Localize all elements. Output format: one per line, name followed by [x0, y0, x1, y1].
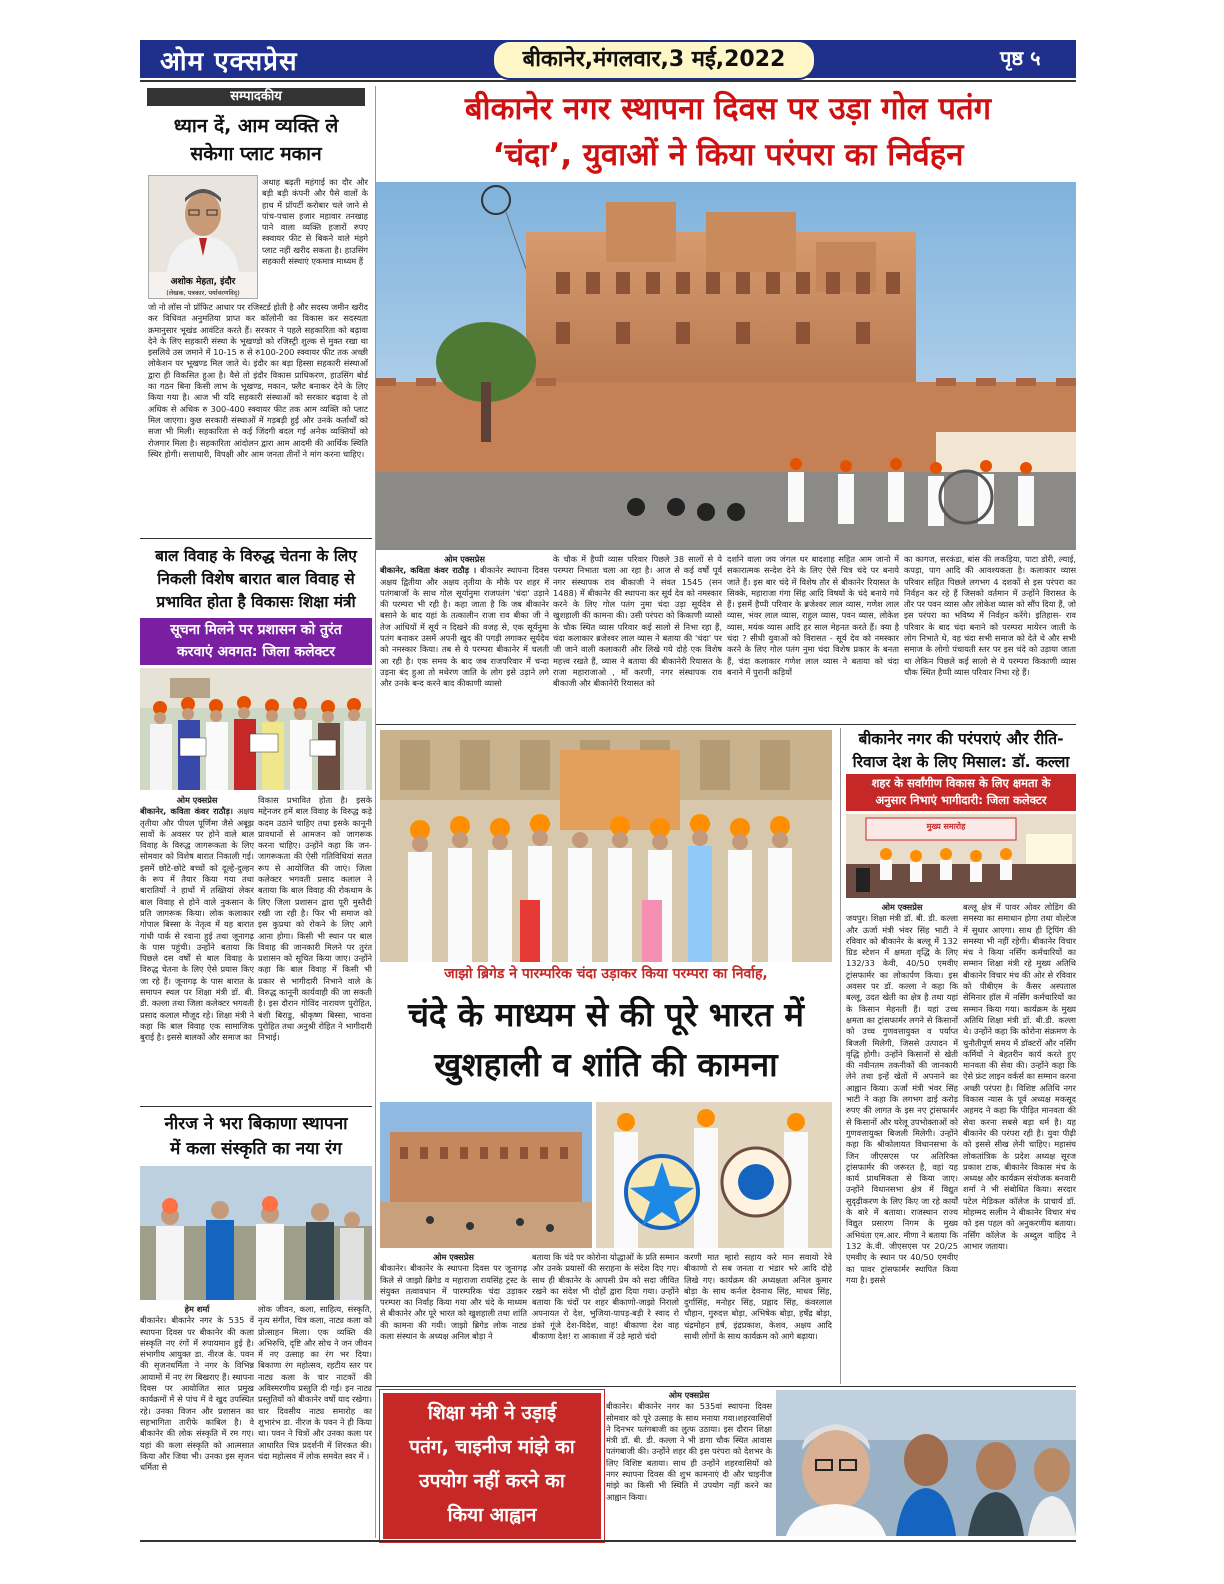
child-marriage-headline: [140, 545, 372, 614]
headline-line: उपयोग नहीं करने का: [419, 1470, 565, 1492]
kalla-event-photo: [846, 814, 1076, 898]
paper-name: ओम एक्सप्रेस: [160, 47, 298, 77]
dateline-text: बीकानेर, कविता कंवर राठौड़।: [140, 806, 234, 817]
fort-courtyard-photo: [380, 1102, 592, 1248]
headline-line: में कला संस्कृति का नया रंग: [170, 1139, 342, 1159]
editorial-title-line: ध्यान दें, आम व्यक्ति ले: [173, 115, 339, 137]
band-line: सूचना मिलने पर प्रशासन को तुरंत: [170, 622, 342, 638]
editorial-title-line: सकेगा प्लाट मकान: [190, 143, 322, 165]
author-name: अशोक मेहता, इंदौर: [170, 277, 236, 287]
section-divider: [140, 538, 372, 539]
neeraj-col1: [140, 1304, 254, 1534]
neeraj-photo: [140, 1166, 372, 1300]
page-bottom-rule: [140, 1540, 1076, 1542]
byline: हेम शर्मा: [184, 1304, 210, 1314]
kite-minister-headline-box: [380, 1390, 604, 1542]
chanda-kites-photo: [596, 1102, 832, 1248]
masthead-rule: [140, 80, 1076, 82]
headline-line: निकली विशेष बारात बाल विवाह से: [157, 570, 355, 588]
main-story-col4: का कागज, सरकंडा, बांस की लकड़िया, पाटा डोरी, ल्याई, कपड़ा, पाग आदि की आवश्यकता है। कलाकार व्यास परिवार सहित पिछले लगभग 4 दशकों से इस परंपरा का निर्वहन कर रहे हैं जिसको वर्तमान में उन्होंने विरासत के तौर पर पवन व्यास और लोकेश व्यास को सौंप दिया हैं, जो इस परंपरा का भविष्य में निर्वहन करेंगे। इतिहास- राव परिवार के बाद चंदा बनाने को परम्परा मायेरन जाती के लोग निभाते थे, वह चंदा सभी समाज को देते थे और सभी समाज के लोगो पंचायती स्तर पर इस चंदे को उड़ाया जाता था लेकिन पिछले कई सालो से ये परम्परा किकाणी व्यास चौक स्थित हैप्पी व्यास परिवार निभा रहे हैं।: [904, 554, 1076, 677]
band-line: अनुसार निभाएं भागीदारी: जिला कलेक्टर: [875, 793, 1047, 807]
headline-line: ‘चंदा’, युवाओं ने किया परंपरा का निर्वहन: [492, 137, 964, 173]
article-text: जयपुर। शिक्षा मंत्री डॉ. बी. डी. कल्ला और ऊर्जा मंत्री भंवर सिंह भाटी ने रविवार को बीकानेर के बल्लू में 132 ग्रिड स्टेशन में क्षमता वृद्धि के लिए 132/33 केवी, 40/50 एमवीए ट्रांसफार्मर का लोकार्पण किया। इस अवसर पर डॉ. कल्ला ने कहा कि बल्लू, उदत खेती का क्षेत्र है तथा यहां के किसान मेहनती हैं। यहां उच्च क्षमता का ट्रांसफार्मर लगने से किसानों को उच्च गुणवत्तायुक्त व पर्याप्त बिजली मिलेगी, जिससे उत्पादन में वृद्धि होगी। उन्होंने किसानों से खेती की नवीनतम तकनीकों की जानकारी लेने तथा इन्हें खेतों में अपनाने का आह्वान किया। ऊर्जा मंत्री भंवर सिंह भाटी ने कहा कि लगभग ढाई करोड़ रुपए की लागत के इस नए ट्रांसफार्मर से किसानों और घरेलू उपभोक्ताओं को गुणवत्तायुक्त बिजली मिलेगी। उन्होंने कहा कि श्रीकोलायत विधानसभा के जिन जीएसएस पर अतिरिक्त ट्रांसफार्मर की जरूरत है, वहां यह कार्य प्राथमिकता से किया जाए। उन्होंने विधानसभा क्षेत्र में विद्युत सुदृढ़ीकरण के लिए किए जा रहे कार्यों के बारे में बताया। राजस्थान राज्य विद्युत प्रसारण निगम के मुख्य अभियंता एम.आर. मीणा ने बताया कि 132 के.वी. जीएसएस पर 20/25 एमवीए के स्थान पर 40/50 एमवीए का पावर ट्रांसफार्मर स्थापित किया गया है। इससे: [846, 913, 958, 1285]
author-role: (लेखक, पत्रकार, पर्यावरणविद्): [166, 289, 240, 297]
main-story-col3: दर्शाने वाला जय जंगल धर बादशाह सहित आम जानो में सकारात्मक सन्देश देने के लिए ऐसे चित्र चंदे पर बनाये जाते हैं। इस बार चंदे में विशेष तौर से बीकानेर रियासत के सिक्के, महाराजा गंगा सिंह आदि विषयों के चंदे बनाये गये हैं। इसमें हैप्पी परिवार के ब्रजेश्वर लाल व्यास, गणेश लाल व्यास, भंवर लाल व्यास, राहुल व्यास, पवन व्यास, लोकेश व्यास, मयंक व्यास आदि हर साल मेहनत करते हैं। क्या है चंदा ? सीधी युवाओं को विरासत - सूर्य देव को नमस्कार करने के लिए गोल पतंग नुमा चंदा विशेष प्रकार के बनता हैं, चंदा कलाकार गणेश लाल व्यास ने बताया को चंदा बनाने में पुरानी कड़ियों: [727, 554, 899, 677]
section-divider: [376, 1386, 1076, 1387]
headline-line: पतंग, चाइनीज मांझे का: [409, 1436, 575, 1458]
child-marriage-photo: [140, 668, 372, 790]
byline: ओम एक्सप्रेस: [433, 1252, 474, 1262]
article-text: बीकानेर। बीकानेर नगर का 535वां स्थापना दिवस सोमवार को पूरे उत्साह के साथ मनाया गया।शहरवासियों ने दिनभर पतंगबाजी का लुत्फ उठाया। इस दौरान शिक्षा मंत्री डॉ. बी. डी. कल्ला ने भी डागा चौक स्थित आवास पतंगबाजी की। उन्होंने शहर की इस परंपरा को देशभर के लिए विशिष्ट बताया। साथ ही उन्होंने शहरवासियों को नगर स्थापना दिवस की शुभ कामनाएं दी और चाइनीज मांझे का किसी भी स्थिति में उपयोग नहीं करने का आह्वान किया।: [606, 1401, 772, 1502]
headline-line: चंदे के माध्यम से की पूरे भारत में: [407, 995, 805, 1034]
dateline-text: बीकानेर, कविता कंवर राठौड़ ।: [380, 565, 477, 576]
article-text: अक्षय तृतीया और पीपल पूर्णिमा जैसे अबूझ सावों के अवसर पर होने वाले बाल विवाह के विरुद्ध जागरूकता के लिए सोमवार को विशेष बारात निकाली गई। इसमें छोटे-छोटे बच्चों को दूल्हे-दुल्हन के रूप में तैयार किया गया तथा बारातियों ने हाथों में तख्तियां लेकर बाल विवाह से होने वाले नुकसान के प्रति जागरूक किया। लोक कलाकार गोपाल बिस्सा के नेतृत्व में यह बारात गांधी पार्क से रवाना हुई तथा जूनागढ़ के पास पहुंची। उन्होंने बताया कि पिछले दस वर्षों से बाल विवाह के विरुद्ध चेतना के लिए ऐसे प्रयास किए जा रहे हैं। जूनागढ़ के पास बारात के समापन स्थल पर शिक्षा मंत्री डॉ. बी. डी. कल्ला तथा जिला कलेक्टर भगवती प्रसाद कलाल मौजूद रहे। शिक्षा मंत्री ने कहा कि बाल विवाह एक सामाजिक बुराई है। इससे बालकों और समाज का: [140, 806, 254, 1043]
kite-minister-body: [606, 1390, 772, 1536]
photo-banner-text: मुख्य समारोह: [926, 822, 966, 831]
jhajho-group-photo: [380, 730, 832, 962]
page-number: पृष्ठ ५: [1000, 46, 1041, 70]
band-line: शहर के सर्वांगीण विकास के लिए क्षमता के: [871, 776, 1051, 790]
author-photo: [148, 175, 258, 299]
main-story-col1: [380, 554, 549, 720]
kalla-col2: बल्लू क्षेत्र में पावर ओवर लोडिंग की समस्या का समाधान होगा तथा वोल्टेज में सुधार आएगा। साथ ही ट्रिपिंग की समस्या भी नहीं रहेगी। बीकानेर विचार मंच ने किया नर्सिंग कर्मचारियों का सम्मान शिक्षा मंत्री रहे मुख्य अतिथि बीकानेर विचार मंच की ओर से रविवार को पीबीएम के कैंसर अस्पताल सेमिनार हॉल में नर्सिंग कर्मचारियों का सम्मान किया गया। कार्यक्रम के मुख्य अतिथि शिक्षा मंत्री डॉ. बी.डी. कल्ला थे। उन्होंने कहा कि कोरोना संक्रमण के चुनौतीपूर्ण समय में डॉक्टरों और नर्सिंग कर्मियों ने बेहतरीन कार्य करते हुए मानवता की सेवा की। उन्होंने कहा कि ऐसे फ्रंट लाइन वर्कर्स का सम्मान करना अच्छी परंपरा है। विशिष्ट अतिथि नगर विकास न्यास के पूर्व अध्यक्ष मकसूद अहमद ने कहा कि पीड़ित मानवता की सेवा करना सबसे बड़ा धर्म है। यह बीकानेर की परंपरा रही है। युवा पीढ़ी को इससे सीख लेनी चाहिए। महासंघ लोकतांत्रिक के प्रदेश अध्यक्ष सूरज प्रकाश टाक, बीकानेर विकास मंच के अध्यक्ष और कार्यक्रम संयोजक बनवारी शर्मा ने भी संबोधित किया। सरदार पटेल मेडिकल कॉलेज के प्राचार्य डॉ. मोहम्मद सलीम ने बीकानेर विचार मंच को इस पहल को अनुकरणीय बताया। नर्सिंग कॉलेज के अब्दुल वाहिद ने आभार जताया।: [963, 902, 1076, 1251]
dateline: बीकानेर,मंगलवार,3 मई,2022: [492, 40, 816, 80]
headline-line: प्रभावित होता है विकासः शिक्षा मंत्री: [156, 593, 356, 611]
minister-kite-photo: [776, 1390, 1076, 1536]
article-text: बीकानेर। बीकानेर के स्थापना दिवस पर जूनागढ़ किले से जाझो ब्रिगेड व महाराजा रायसिंह ट्रस्ट के संयुक्त तत्वावधान में पारम्परिक चंदा उड़ाकर परम्परा का निर्वाह किया गया और चंदे के माध्यम से बीकानेर और पूरे भारत को खुशहाली तथा शांति की कामना की गयी। जाझो ब्रिगेड लोक नाट्य कला संस्थान के अध्यक्ष अनिल बोड़ा ने: [380, 1263, 527, 1342]
editorial-body-b: जो नो लॉस नो प्रॉफिट आधार पर रजिस्टर्ड होती है और सदस्य जमीन खरीद कर विधिवत अनुमतिया प्राप्त कर कॉलोनी का विकास कर सदस्यता क्रमानुसार भूखंड आवंटित करते हैं। सरकार ने पहले सहकारिता को बढ़ावा देने के लिए सहकारी संस्था के भूखण्डो को रजिस्ट्री शुल्क से मुक्त रखा था इसलिये उस जमाने में 10-15 रु से रु100-200 स्क्वायर फीट तक अच्छी लोकेशन पर भूखण्ड मिल जाते थे। इंदौर का बड़ा हिस्सा सहकारी संस्थाओं द्वारा ही विकसित हुआ है। वैसे तो इंदौर विकास प्राधिकरण, हाउसिंग बोर्ड का गठन बिना किसी लाभ के भूखण्ड, मकान, फ्लैट बनाकर देने के लिए किया गया है। आज भी यदि सहकारी संस्थाओं को सरकार बढ़ावा दे तो अधिक से अधिक रु 300-400 स्क्वायर फीट तक आम व्यक्ति को प्लाट मिल जाएगा। कुछ सरकारी संस्थाओं में गड़बड़ी हुई और उनके कर्तार्थों को सजा भी मिली। सहकारिता से कई जिंदगी बदल गई अनेक व्यक्तियों को रोजगार मिला है। सहकारिता आंदोलन द्वारा आम आदमी की आर्थिक स्थिति स्थिर होगी। सत्ताधारी, विपक्षी और आम जनता तीनों ने मांग करना चाहिए।: [148, 302, 368, 459]
editorial-title: [140, 112, 372, 168]
headline-line: किया आह्वान: [447, 1504, 537, 1526]
junagarh-fort-photo: [376, 182, 1076, 550]
jhajho-col1: [380, 1252, 527, 1384]
jhajho-headline: [380, 990, 832, 1090]
main-story-col2: के चौक में हैप्पी व्यास परिवार पिछले 38 सालों से ये परम्परा निभाता चला आ रहा है। आज से कई वर्षों पूर्व नगर संस्थापक राव बीकाजी ने संवत 1545 (सन 1488) में बीकानेर की स्थापना कर सूर्य देव को नमस्कार करने के लिए गोल पतंग नुमा चंदा उड़ा सूर्यदेव से खुशहाली की कामना की। उसी परंपरा को किकाणी व्यासो के चौक स्थित व्यास परिवार कई सालो से निभा रहा हैं, चंदा कलाकार ब्रजेश्वर लाल व्यास ने बताया की 'चंदा' पर जी जाने वाली कलाकारी और लिखे गये दोहे एक विशेष महत्त्व रखते हैं, व्यास ने बताया की बीकानेरी रियासत के राजा महाराजाओ , माँ करणी, नगर संस्थापक राव बीकाजी और बीकानेरी रियासत को: [553, 554, 722, 689]
headline-line: बाल विवाह के विरुद्ध चेतना के लिए: [155, 547, 357, 565]
headline-line: बीकानेर नगर स्थापना दिवस पर उड़ा गोल पतंग: [464, 91, 992, 127]
column-rule: [840, 728, 841, 1384]
neeraj-col2: लोक जीवन, कला, साहित्य, संस्कृति, नृत्य संगीत, चित्र कला, नाट्य कला को प्रोत्साहन मिला। एक व्यक्ति की अभिरुचि, दृष्टि और सोच ने जन जीवन में नए उत्साह का रंग भर दिया। बिकाणा रंग महोत्सव, रहटीय स्तर पर नाट्य कला के चार नाटकों की अविस्मरणीय प्रस्तुति दी गई। इन नाट्य प्रस्तुतियों को बीकानेर वर्षो याद रखेगा। चार दिवसीय नाट्य समारोह का शुभारंभ डा. नीरज के पवन ने ही किया था। पवन ने चित्रों और उनका कला पर आधारित चित्र प्रदर्शनी में शिरकत की। चंदा महोत्सव में लोक समवेत स्वर में ।: [258, 1304, 372, 1461]
kalla-headline: [846, 728, 1076, 774]
band-line: करवाएं अवगत: जिला कलेक्टर: [177, 644, 335, 660]
jhajho-col2: बताया कि चंदे पर कोरोना योद्धाओं के प्रति सम्मान और उनके प्रयासों की सराहना के संदेश दिए गए। साथ ही बीकानेर के आपसी प्रेम को सदा जीवित रखने का संदेश भी दोहों द्वारा दिया गया। उन्होंने बताया कि चंदों पर शहर बीकाणो-जाझो निरालो अपनायत रो देश, भुजिया-पापड़-बड़ी रे स्वाद रो डंको गूंजे देश-विदेश, वाह! बीकाणा देश वाह बीकाणा देश! रा आकाशा में उड़े म्हारो चंदो: [532, 1252, 679, 1342]
neeraj-headline: [140, 1112, 372, 1162]
headline-line: बीकानेर नगर की परंपराएं और रीति-: [858, 730, 1064, 748]
kite-minister-headline: [383, 1393, 601, 1532]
jhajho-col3: करणी मात म्हारो सहाय करे मान सवायो रेवे बीकाणो रो सब जनता रा भंडार भरे आदि दोहे लिखे गए। कार्यक्रम की अध्यक्षता अनिल कुमार बोड़ा के साथ कर्नल देवनाथ सिंह, माधव सिंह, दुर्गासिंह, मनोहर सिंह, प्रह्लाद सिंह, कंवरलाल चौहान, गुरुदत्त बोड़ा, अभिषेक बोड़ा, हर्षेंद्र बोड़ा, चंद्रमोहन हर्ष, इंद्रप्रकाश, केशव, अक्षय आदि साथी लोगों के साथ कार्यक्रम को आगे बढ़ाया।: [684, 1252, 832, 1342]
headline-line: नीरज ने भरा बिकाणा स्थापना: [164, 1114, 348, 1134]
child-marriage-col1: [140, 795, 254, 1125]
kalla-band: [846, 774, 1076, 811]
byline: ओम एक्सप्रेस: [881, 902, 923, 912]
headline-line: खुशहाली व शांति की कामना: [434, 1045, 778, 1084]
editorial-label: सम्पादकीय: [147, 88, 365, 106]
section-divider: [376, 724, 1076, 725]
editorial-body-a: अथाह बढ़ती महंगाई का दौर और बड़ी बड़ी कंपनी और पैसे वालों के हाथ में प्रॉपर्टी करोबार चले जाने से पांच-पचास हजार महावार तनखाह पाने वाला व्यक्ति हजारों रुपए स्क्वायर फीट से बिकने वाले मंहगे प्लाट नहीं खरीद सकता है। हाउसिंग सहकारी संस्थाएं एकमात्र माध्यम हैं: [262, 177, 368, 267]
headline-line: शिक्षा मंत्री ने उड़ाई: [427, 1402, 557, 1424]
byline: ओम एक्सप्रेस: [444, 554, 485, 564]
article-text: बीकानेर स्थापना दिवस अक्षय द्वितीया और अक्षय तृतीया के मौके पर शहर में पतंगबाजों के साथ गोल सूर्यानुमा राजपतंग 'चंदा' उड़ाने की परम्परा भी रही है। कहा जाता है कि जब बीकानेर बसाने के बाद यहां के तत्कालीन राजा राव बीका जी ने तेज आंधियों में सूर्य न दिखने की वजह से, एक सूर्यनुमा पतंग बनाकर उसमें अपनी खुद की पगड़ी लगाकर सूर्यदेव को नमस्कार किया। तब से ये परम्परा बीकानेर में चलती आ रही है। एक समय के बाद जब राजपरिवार में चन्दा उड़ना बंद हुआ तो मथेरण जाति के लोग इसे उड़ाने लगे और उनके बन्द करने बाद कीकाणी व्यासो: [380, 565, 549, 689]
byline: ओम एक्सप्रेस: [668, 1390, 710, 1400]
byline: ओम एक्सप्रेस: [176, 795, 218, 805]
kalla-col1: [846, 902, 958, 1384]
jhajho-overline: जाझो ब्रिगेड ने पारम्परिक चंदा उड़ाकर किया परम्परा का निर्वाह,: [444, 966, 768, 982]
main-headline: [380, 86, 1076, 178]
section-divider: [140, 1106, 372, 1107]
article-text: बीकानेर। बीकानेर नगर के 535 वें स्थापना दिवस पर बीकानेर की कला संस्कृति नए रंगों में रुपायमान हुई है। संभागीय आयुक्त डा. नीरज के. पवन की सृजनधर्मिता ने नगर के विभिन्न आयामों में नए रंग बिखराए हैं। स्थापना दिवस पर आयोजित सात प्रमुख कार्यक्रमों में से पांच में वे खुद उपस्थित रहे। उनका विजन और प्रशासन का सहभागिता तारीफे काबिल है। वे बीकानेर की लोक संस्कृति में रम गए। यहां की कला संस्कृति को आत्मसात किया और जिया भी। उनका इस सृजन धर्मिता से: [140, 1315, 254, 1473]
child-marriage-col2: विकास प्रभावित होता है। इसके मद्देनजर हमें बाल विवाह के विरुद्ध कड़े कदम उठाने चाहिए तथा इसके कानूनी प्रावधानों से आमजन को जागरूक करना चाहिए। उन्होंने कहा कि जन-जागरूकता की ऐसी गतिविधियां सतत रूप से आयोजित की जाएं। जिला कलेक्टर भगवती प्रसाद कलाल ने बताया कि बाल विवाह की रोकथाम के लिए जिला प्रशासन द्वारा पूरी मुस्तैदी रखी जा रही है। फिर भी समाज को इस कुप्रथा को रोकने के लिए आगे आना होगा। किसी भी स्थान पर बाल विवाह की जानकारी मिलने पर तुरंत प्रशासन को सूचित किया जाए। उन्होंने कहा कि बाल विवाह में किसी भी प्रकार से भागीदारी निभाने वाले के विरुद्ध कानूनी कार्यवाही की जा सकती है। इस दौरान गोविंद नारायण पुरोहित, बंशी बिराडु, श्रीकृष्ण बिस्सा, भावना पुरोहित तथा अनुश्री रोहित ने भागीदारी निभाई।: [258, 795, 372, 1043]
child-marriage-band: [140, 618, 372, 665]
headline-line: रिवाज देश के लिए मिसाल: डॉ. कल्ला: [852, 753, 1070, 771]
